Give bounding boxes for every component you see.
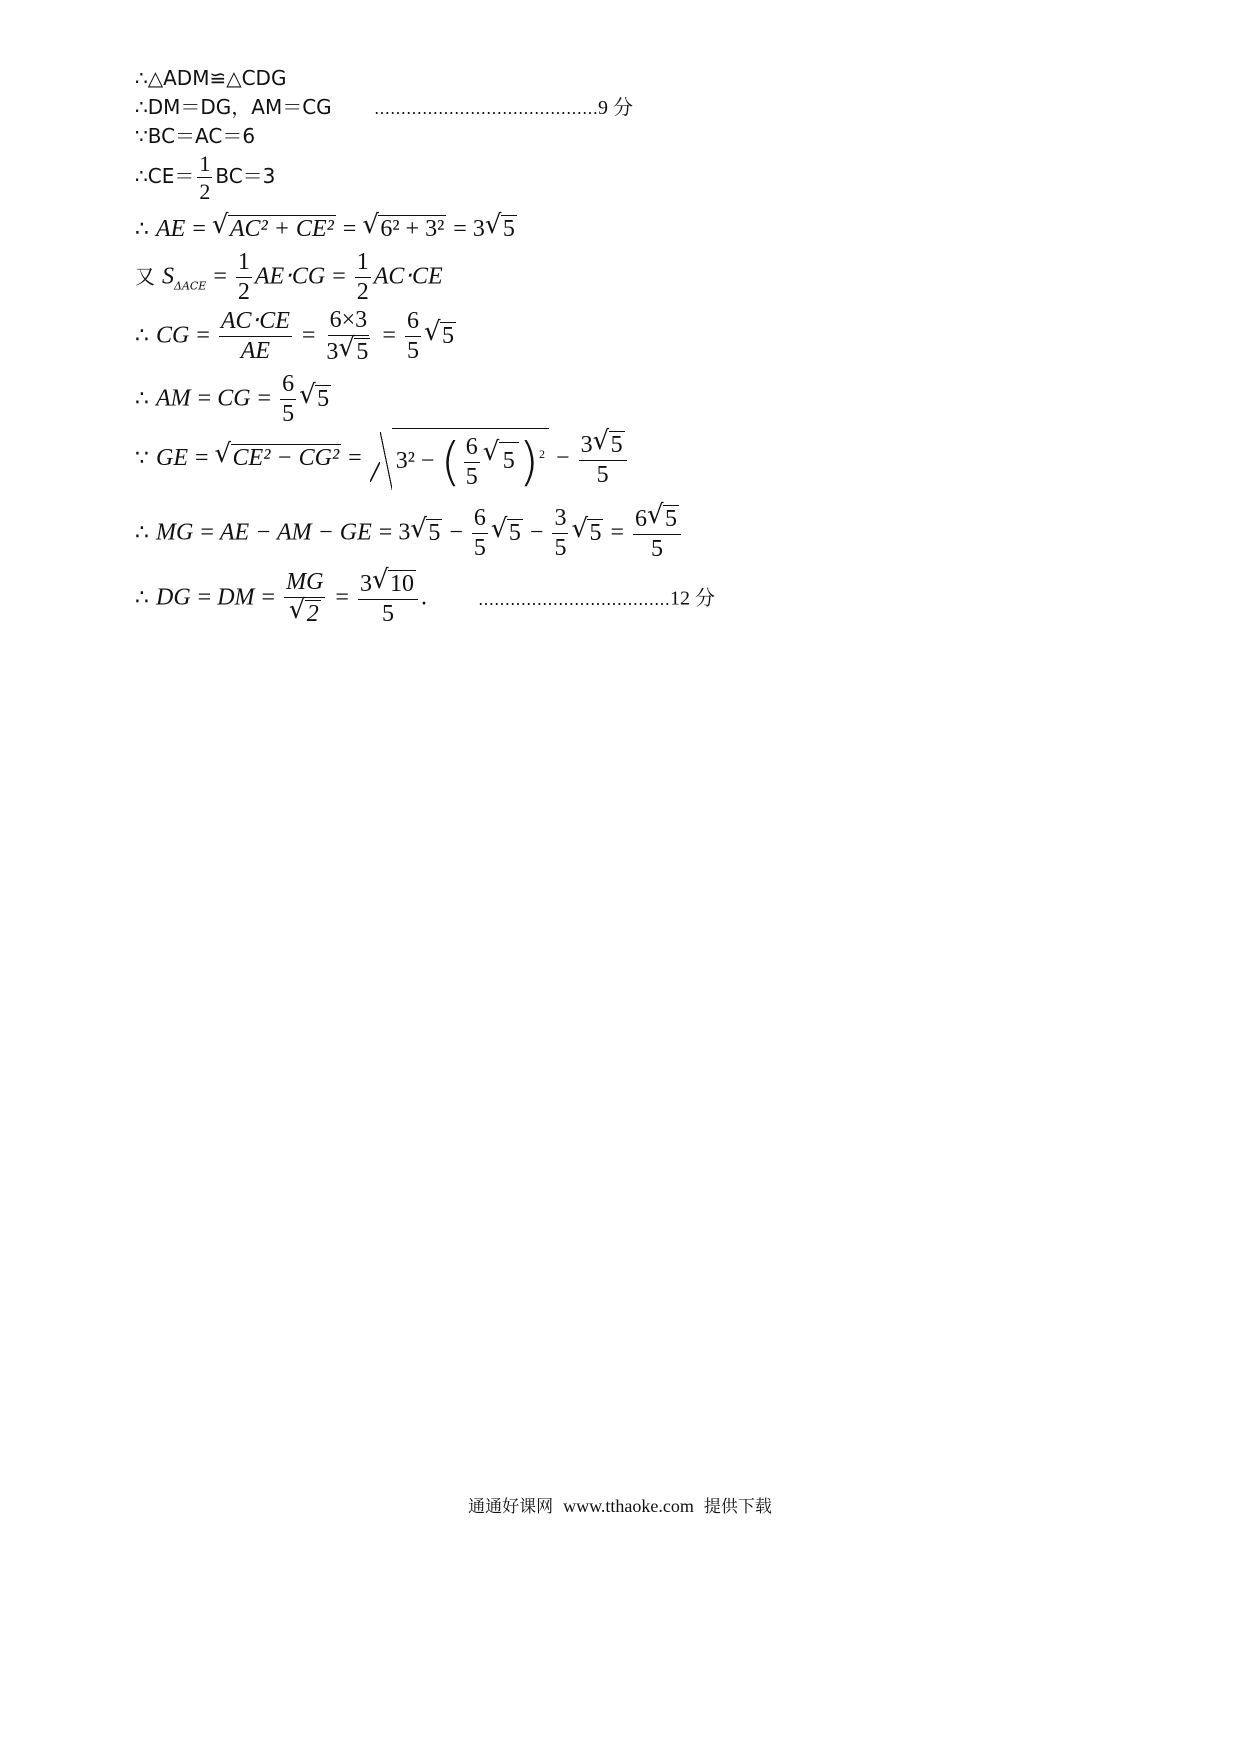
score-12: 12 分 [669,587,715,610]
proof-line-ge: ∵ GE = √ CE² − CG² = 3² − ( $\frac{6}{5}$ √ 5)$^2$ − $\frac{3√ 5}{5}$ [135,428,630,490]
mg-expression: AE − AM − GE [219,519,372,546]
ae-label: AE [156,216,186,242]
proof-line-bc-ac [135,126,255,146]
also-prefix: 又 [135,264,155,289]
proof-line-equal-sides [135,97,633,118]
dg-fraction-1: MG √ 2 [284,570,325,627]
congruence-statement: ∴△ADM≌△CDG [135,66,287,90]
ge-label: GE [156,445,188,472]
ae-cg-product: AE⋅CG [254,263,326,290]
ac-ce-product: AC⋅CE [373,263,443,290]
ce-prefix: ∴CE＝ [135,164,195,189]
because-symbol: ∵ [135,446,149,472]
sqrt-ac-ce: √ AC² + CE² [214,215,336,241]
area-symbol: S [162,263,174,290]
bc-ac-statement: ∵BC＝AC＝6 [135,124,256,148]
therefore-symbol: ∴ [135,323,149,349]
sqrt-5: √ 5 [426,322,456,348]
mg-fraction-c: $\frac{3}{5}$ [554,505,567,562]
mg-fraction-b: $\frac{6}{5}$ [473,505,486,562]
mg-result-fraction: $\frac{6√ 5}{5}$ [633,505,681,562]
sqrt-5: √ 5 [412,519,442,545]
big-sqrt: 3² − ( $\frac{6}{5}$ √ 5)$^2$ [370,428,549,490]
proof-line-ae: ∴ AE = √ AC² + CE² = √ 6² + 3² = 3√ 5 [135,215,517,241]
therefore-symbol: ∴ [135,520,149,546]
half-fraction: $\frac{1}{2}$ [199,151,211,205]
sqrt-5: √ 5 [301,385,331,411]
score-9: 9 分 [598,97,634,119]
page-footer [0,1492,1240,1517]
sqrt-5: √ 5 [493,519,523,545]
score-leader-dots: ……………………………… [477,589,670,609]
proof-line-dg: ∴ DG = DM = MG √ 2 = $\frac{3√ 10}{5}$ . ………………………………12 分 [135,570,715,627]
cg-label: CG [217,385,251,412]
therefore-symbol: ∴ [135,386,149,412]
cg-label: CG [156,322,190,349]
dg-fraction-2: $\frac{3√ 10}{5}$ [358,570,418,627]
proof-line-mg: ∴ MG = AE − AM − GE = 3√ 5 − $\frac{6}{5}$ √ 5 − $\frac{3}{5}$ √ 5 = $\frac{6√ 5}{5}$ [135,505,684,562]
sqrt-ce-cg: √ CE² − CG² [217,444,342,470]
sqrt-5: √ 5 [573,519,603,545]
footer-site-name: 通通好课网 [468,1497,554,1517]
cg-fraction-1: $\frac{AC\cdot CE}{AE}$ [220,308,290,365]
score-leader-dots: …………………………………… [374,99,599,118]
ce-suffix: BC＝3 [215,164,276,189]
half-fraction-2: $\frac{1}{2}$ [356,249,369,306]
mg-label: MG [156,519,194,546]
equal-sides-statement: ∴DM＝DG，AM＝CG [135,95,332,119]
therefore-symbol: ∴ [135,585,149,611]
proof-line-am: ∴ AM = CG = $\frac{6}{5}$ √ 5 [135,372,331,427]
proof-line-area: 又 $S_{\Delta ACE}$ = $\frac{1}{2}$ AE⋅CG = $\frac{1}{2}$ AC⋅CE [135,249,443,306]
sqrt-6-3: √ 6² + 3² [364,215,446,241]
ge-result-fraction: $\frac{3√ 5}{5}$ [579,431,627,488]
proof-line-congruence [135,68,286,88]
therefore-symbol: ∴ [135,217,149,242]
footer-url: www.tthaoke.com [563,1496,694,1516]
cg-fraction-3: $\frac{6}{5}$ [406,308,419,365]
am-label: AM [156,385,191,412]
proof-line-cg: ∴ CG = $\frac{AC\cdot CE}{AE}$ = $\frac{6\times 3}{3√ 5}$ = $\frac{6}{5}$ √ 5 [135,308,456,365]
dg-label: DG [156,584,191,611]
am-fraction: $\frac{6}{5}$ [282,371,295,428]
cg-fraction-2: $\frac{6\times 3}{3√ 5}$ [324,308,372,365]
dm-label: DM [217,584,255,611]
sqrt-5: √ 5 [487,215,517,241]
area-subscript: ΔACE [174,279,207,293]
half-fraction-1: $\frac{1}{2}$ [237,249,250,306]
footer-download-text: 提供下载 [703,1497,772,1517]
proof-line-ce [135,152,275,203]
